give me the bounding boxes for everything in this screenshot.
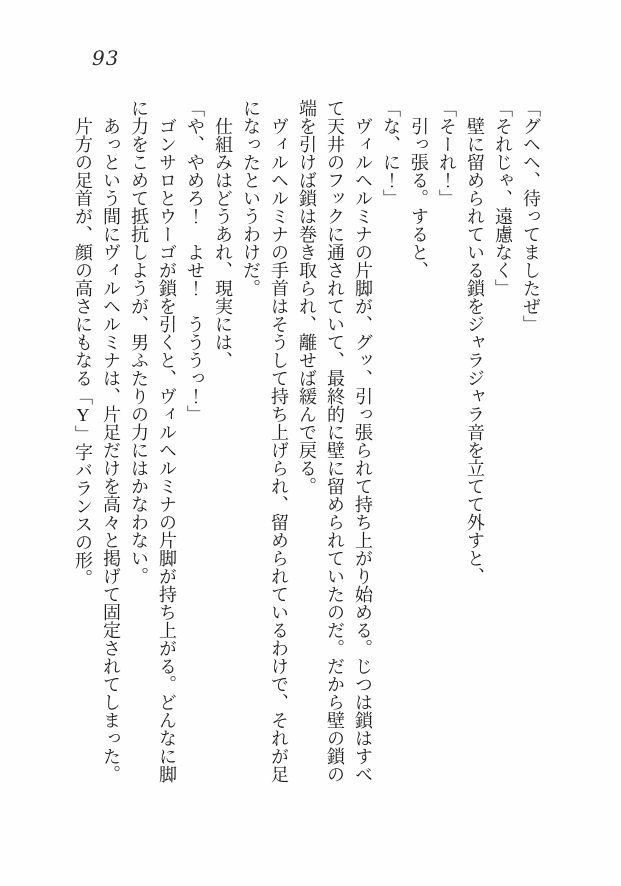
paragraph-narrative: 片方の足首が、顔の高さにもなる「Y」字バランスの形。 xyxy=(73,117,93,587)
paragraph-dialogue: 「そーれ！」 xyxy=(437,99,457,207)
text-block xyxy=(69,99,545,789)
paragraph-dialogue: 「それじゃ、遠慮なく」 xyxy=(493,99,513,297)
page-number: 93 xyxy=(92,46,120,70)
paragraph-narrative: ゴンサロとウーゴが鎖を引くと、ヴィルヘルミナの片脚が持ち上がる。どんなに脚に力をこめて抵抗しようが、男ふたりの力にはかなわない。 xyxy=(129,99,177,783)
paragraph-narrative: 壁に留められている鎖をジャラジャラ音を立てて外すと、 xyxy=(465,117,485,585)
paragraph-dialogue: 「グヘヘ、待ってましたぜ」 xyxy=(521,99,541,333)
paragraph-dialogue: 「や、やめろ！ よせ！ うううっ！」 xyxy=(185,99,205,423)
paragraph-dialogue: 「な、に！」 xyxy=(381,99,401,207)
paragraph-narrative: 引っ張る。すると、 xyxy=(409,117,429,279)
paragraph-narrative: 仕組みはどうあれ、現実には、 xyxy=(213,117,233,369)
paragraph-narrative: あっという間にヴィルヘルミナは、片足だけを高々と掲げて固定されてしまった。 xyxy=(101,117,121,783)
paragraph-narrative: ヴィルヘルミナの手首はそうして持ち上げられ、留められているわけで、それが足になったというわけだ。 xyxy=(241,99,289,783)
paragraph-narrative: ヴィルヘルミナの片脚が、グッ、引っ張られて持ち上がり始める。じつは鎖はすべて天井のフックに通されていて、最終的に壁に留められていたのだ。だから壁の鎖の端を引けば鎖は巻き取られ、離せば緩んで戻る。 xyxy=(297,99,373,783)
